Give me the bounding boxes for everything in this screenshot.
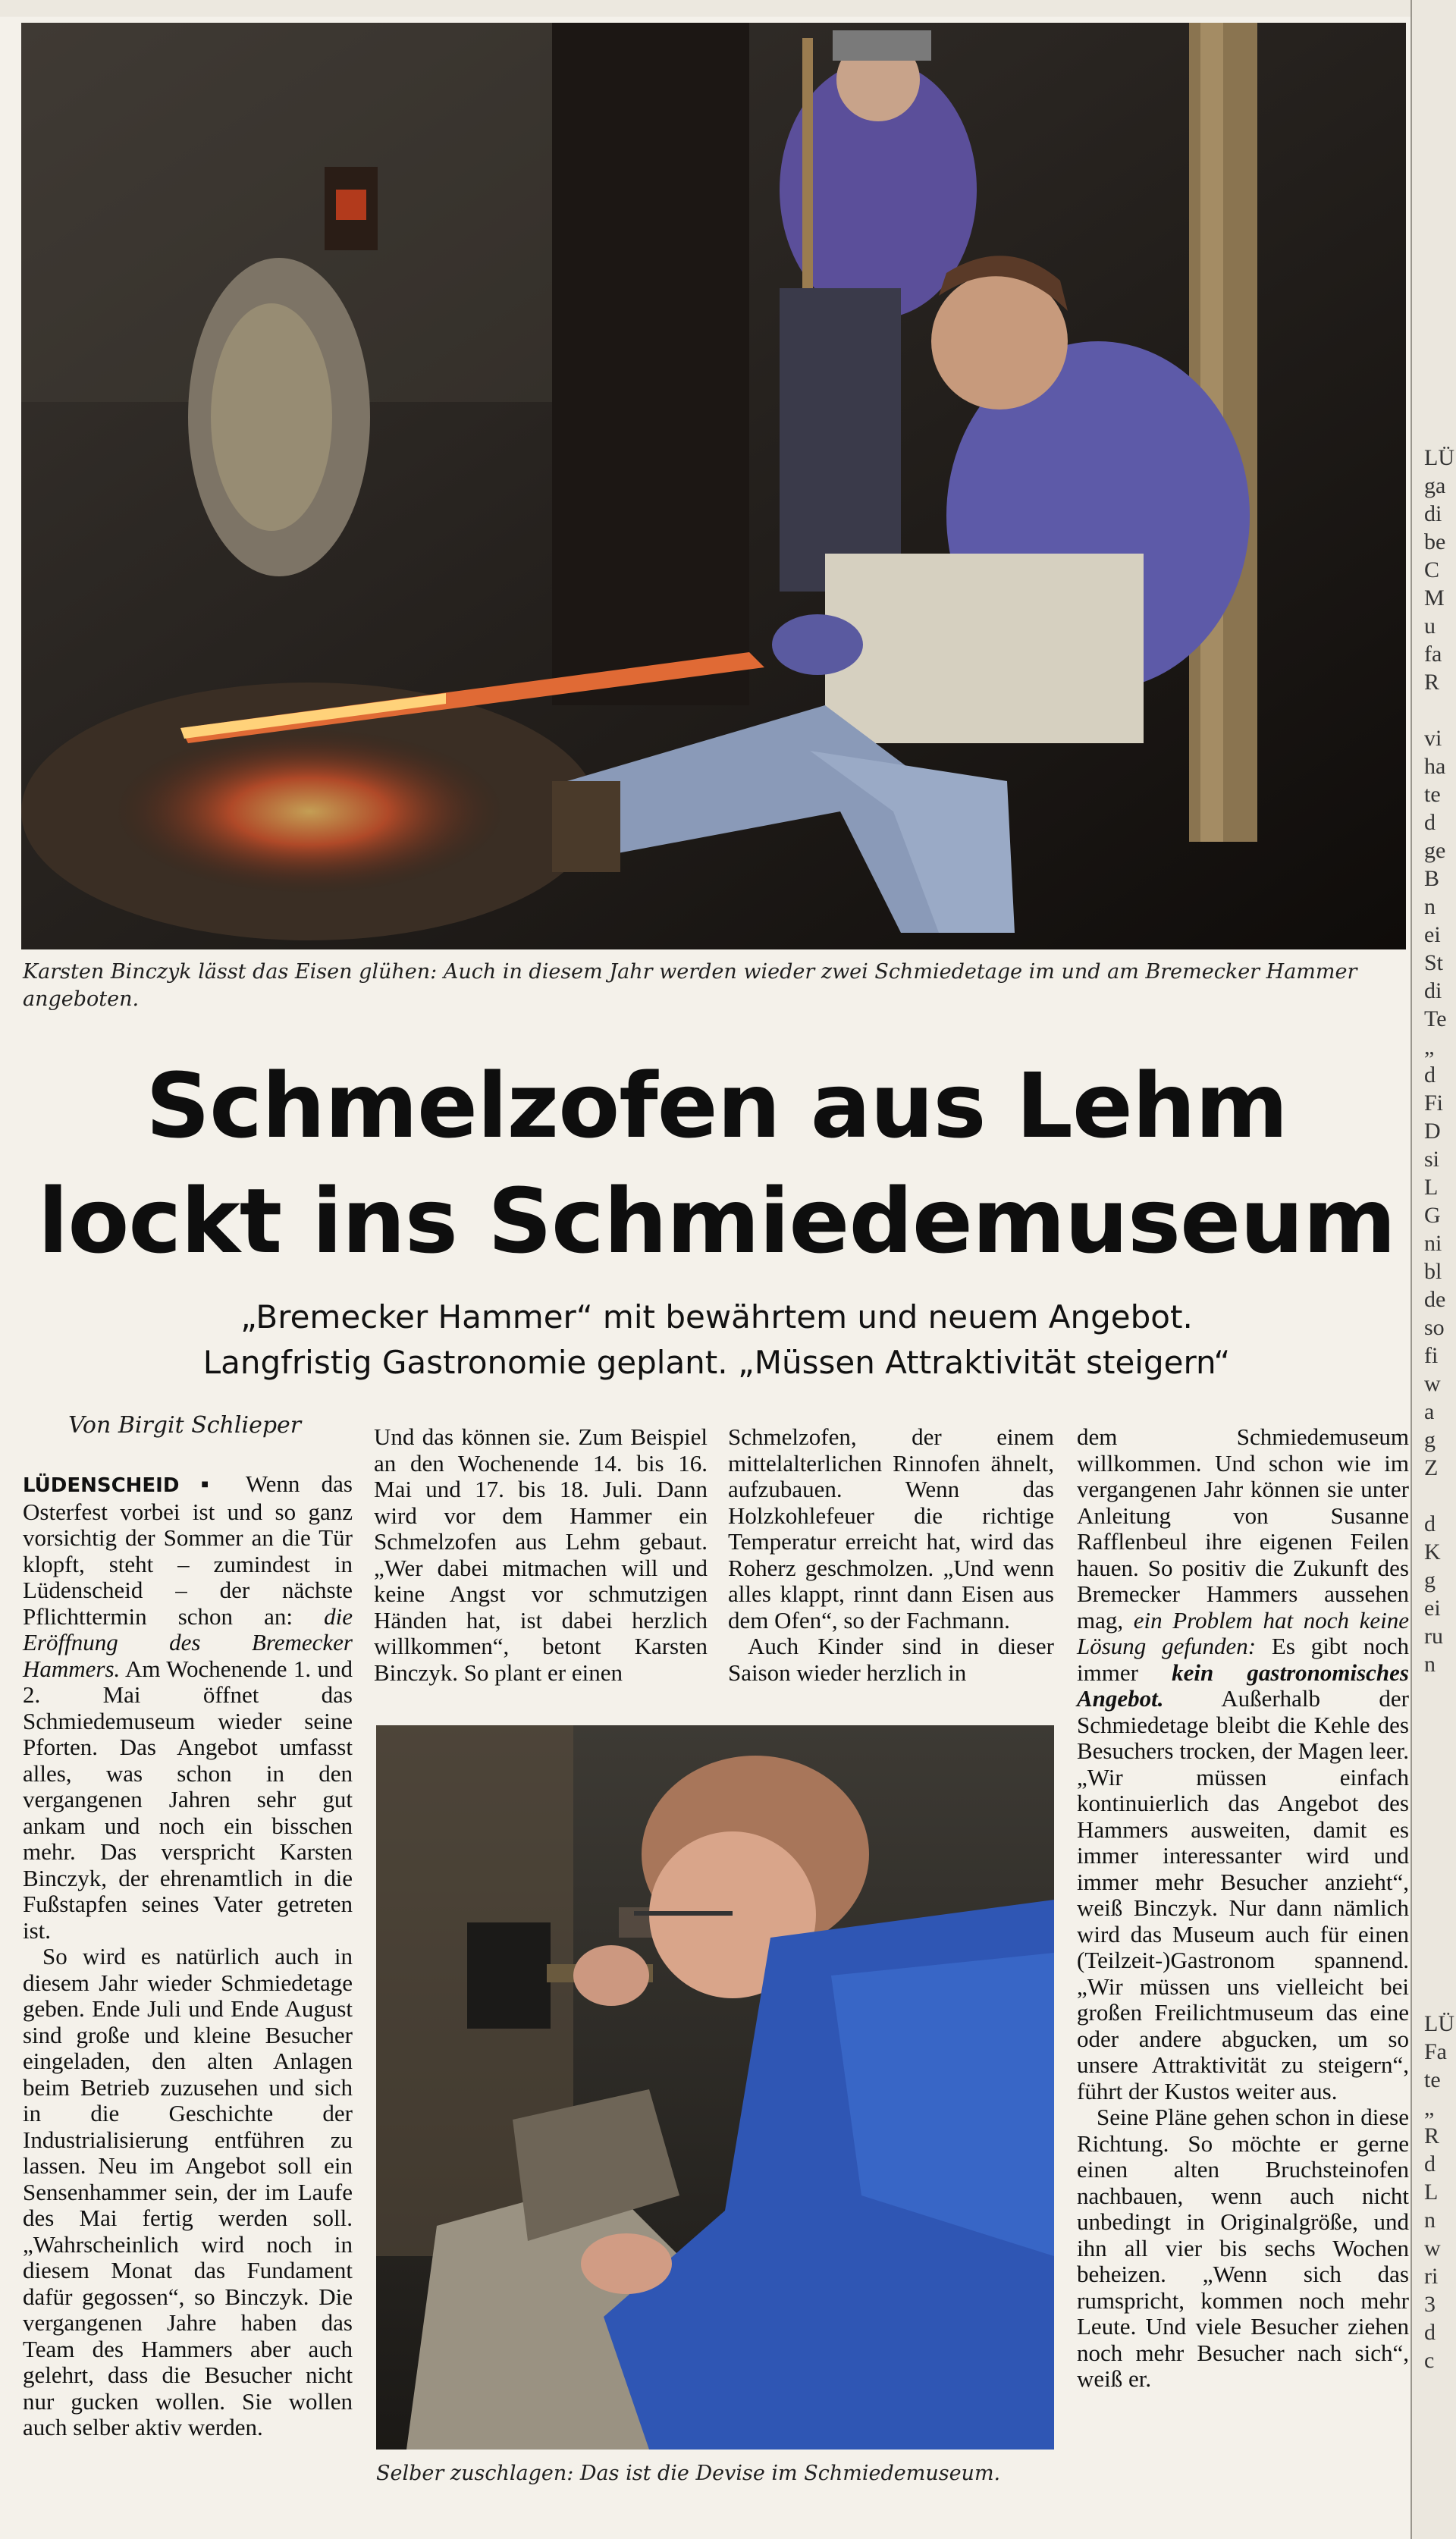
adjacent-text-fragment: n bbox=[1424, 1652, 1436, 1677]
adjacent-text-fragment: ge bbox=[1424, 838, 1446, 863]
adjacent-text-fragment: ru bbox=[1424, 1624, 1443, 1649]
adjacent-text-fragment: ri bbox=[1424, 2264, 1439, 2289]
article-paragraph: So wird es natürlich auch in diesem Jahr wieder Schmiedetage geben. Ende Juli und Ende August sind große und kleine Besucher eingeladen, den alten Anlagen beim Betrieb zuzusehen und sich in die Geschichte der Industrialisierung entführen zu lassen. Neu im Angebot soll ein Sensenhammer sein, der im Laufe des Mai fertig werden soll. „Wahrscheinlich wird noch in diesem Monat das Fundament dafür gegossen“, so Binczyk. Die vergangenen Jahre haben das Team des Hammers aber auch gelehrt, dass die Besucher nicht nur gucken wollen. Sie wollen auch selber aktiv werden. bbox=[23, 1943, 353, 2440]
adjacent-text-fragment: 3 bbox=[1424, 2292, 1436, 2317]
adjacent-column-fragment-1 bbox=[1424, 444, 1454, 1678]
adjacent-text-fragment: vi bbox=[1424, 726, 1442, 751]
adjacent-text-fragment: di bbox=[1424, 501, 1442, 526]
adjacent-text-fragment: L bbox=[1424, 2180, 1439, 2205]
article-paragraph: Seine Pläne gehen schon in diese Richtung. So möchte er gerne einen alten Bruchsteinofen nachbauen, wenn auch nicht unbedingt in Originalgröße, und ihn all vier bis sechs Wochen beheizen. „Wenn sich das rumspricht, kommen noch mehr Leute. Und viele Besucher ziehen noch mehr Besucher nach sich“, weiß er. bbox=[1077, 2104, 1409, 2392]
adjacent-text-fragment: ei bbox=[1424, 922, 1441, 947]
adjacent-text-fragment: C bbox=[1424, 557, 1440, 582]
paragraph-text: Außerhalb der Schmiedetage bleibt die Kehle des Besuchers trocken, der Magen leer. „Wir müssen einfach kontinuierlich das Angebot des Hammers ausweiten, damit es immer interessanter wird und immer mehr Besucher anzieht“, weiß Binczyk. Nur dann nämlich wird das Museum auch für einen (Teilzeit-)Gastronom spannend. „Wir müssen uns vielleicht bei großen Freilichtmuseum das eine oder andere abgucken, um so unsere Attraktivität zu steigern“, führt der Kustos weiter aus. bbox=[1077, 1685, 1409, 2104]
adjacent-text-fragment: d bbox=[1424, 810, 1436, 835]
adjacent-text-fragment: ha bbox=[1424, 754, 1446, 779]
page-top-edge bbox=[0, 0, 1456, 17]
adjacent-text-fragment: be bbox=[1424, 529, 1446, 554]
subheadline-line2: Langfristig Gastronomie geplant. „Müssen Attraktivität steigern“ bbox=[202, 1344, 1231, 1381]
adjacent-text-fragment: d bbox=[1424, 1511, 1436, 1536]
adjacent-text-fragment: c bbox=[1424, 2348, 1435, 2373]
adjacent-text-fragment: d bbox=[1424, 1062, 1436, 1087]
article-column-1 bbox=[23, 1471, 353, 2441]
byline: Von Birgit Schlieper bbox=[68, 1412, 302, 1439]
adjacent-text-fragment: te bbox=[1424, 782, 1441, 807]
adjacent-text-fragment: g bbox=[1424, 1568, 1436, 1593]
paragraph-text: Am Wochenende 1. und 2. Mai öffnet das Schmiedemuseum wieder seine Pforten. Das Angebot umfasst alles, was schon in den vergangenen Jahren sehr gut ankam und noch ein bisschen mehr. Das verspricht Karsten Binczyk, der ehrenamtlich in die Fußstapfen seines Vater getreten ist. bbox=[23, 1655, 353, 1944]
article-paragraph: Schmelzofen, der einem mittelalterlichen Rinnofen ähnelt, aufzubauen. Wenn das Holzkohlefeuer die richtige Temperatur erreicht hat, wird das Roherz geschmolzen. „Und wenn alles klappt, rinnt dann Eisen aus dem Ofen“, so der Fachmann. bbox=[728, 1423, 1054, 1634]
adjacent-text-fragment: d bbox=[1424, 2151, 1436, 2177]
adjacent-text-fragment: ni bbox=[1424, 1231, 1442, 1256]
emphasis-text: die Eröffnung des Bremecker Hammers. bbox=[23, 1602, 353, 1682]
adjacent-text-fragment: L bbox=[1424, 1175, 1439, 1200]
photo-hammering bbox=[376, 1725, 1054, 2450]
article-column-4 bbox=[1077, 1424, 1409, 2393]
adjacent-text-fragment: R bbox=[1424, 2123, 1440, 2148]
emphasis-text: ein Problem hat noch keine Lösung gefunden: bbox=[1077, 1606, 1409, 1659]
adjacent-text-fragment: so bbox=[1424, 1315, 1445, 1340]
adjacent-text-fragment: g bbox=[1424, 1427, 1436, 1452]
adjacent-text-fragment: di bbox=[1424, 978, 1442, 1003]
adjacent-text-fragment: LÜ bbox=[1424, 445, 1454, 470]
article-column-3 bbox=[728, 1424, 1054, 1686]
adjacent-text-fragment: w bbox=[1424, 2236, 1441, 2261]
headline-line1: Schmelzofen aus Lehm bbox=[146, 1053, 1288, 1158]
adjacent-text-fragment: ga bbox=[1424, 473, 1446, 498]
article-column-2 bbox=[374, 1424, 708, 1686]
photo-forge bbox=[21, 23, 1406, 949]
adjacent-text-fragment: fi bbox=[1424, 1343, 1439, 1368]
article-paragraph bbox=[1077, 1424, 1409, 2104]
adjacent-text-fragment: St bbox=[1424, 950, 1444, 975]
adjacent-column-fragment-2 bbox=[1424, 2010, 1454, 2374]
adjacent-text-fragment: LÜ bbox=[1424, 2011, 1454, 2036]
emphasis-text: kein gastronomisches Angebot. bbox=[1077, 1659, 1409, 1712]
adjacent-text-fragment bbox=[1424, 1482, 1454, 1510]
adjacent-text-fragment: R bbox=[1424, 670, 1440, 695]
adjacent-text-fragment: Z bbox=[1424, 1455, 1439, 1480]
adjacent-text-fragment: si bbox=[1424, 1147, 1440, 1172]
adjacent-text-fragment: n bbox=[1424, 894, 1436, 919]
adjacent-text-fragment: d bbox=[1424, 2320, 1436, 2345]
article-paragraph: Auch Kinder sind in dieser Saison wieder herzlich in bbox=[728, 1633, 1054, 1686]
adjacent-text-fragment: K bbox=[1424, 1539, 1441, 1565]
adjacent-text-fragment: fa bbox=[1424, 642, 1442, 667]
headline-line2: lockt ins Schmiedemuseum bbox=[37, 1169, 1396, 1273]
adjacent-text-fragment: „ bbox=[1424, 1034, 1435, 1059]
article-paragraph bbox=[23, 1471, 353, 1944]
adjacent-text-fragment: D bbox=[1424, 1119, 1441, 1144]
adjacent-text-fragment: u bbox=[1424, 614, 1436, 639]
adjacent-text-fragment: Te bbox=[1424, 1006, 1447, 1031]
paragraph-text: Es gibt noch immer bbox=[1077, 1633, 1409, 1686]
adjacent-text-fragment: bl bbox=[1424, 1259, 1442, 1284]
adjacent-text-fragment: te bbox=[1424, 2067, 1441, 2092]
adjacent-text-fragment: a bbox=[1424, 1399, 1435, 1424]
adjacent-text-fragment: „ bbox=[1424, 2095, 1435, 2120]
dateline: LÜDENSCHEID bbox=[23, 1474, 180, 1497]
adjacent-text-fragment: ei bbox=[1424, 1596, 1441, 1621]
adjacent-text-fragment: M bbox=[1424, 585, 1445, 610]
paragraph-text: dem Schmiedemuseum willkommen. Und schon wie im vergangenen Jahr können sie unter Anleitung von Susanne Rafflenbeul ihre eigenen Feilen hauen. So positiv die Zukunft des Bremecker Hammers aussehen mag, bbox=[1077, 1423, 1409, 1634]
adjacent-text-fragment: n bbox=[1424, 2208, 1436, 2233]
adjacent-text-fragment: Fa bbox=[1424, 2039, 1447, 2064]
adjacent-text-fragment: G bbox=[1424, 1203, 1441, 1228]
adjacent-text-fragment: de bbox=[1424, 1287, 1446, 1312]
adjacent-text-fragment: w bbox=[1424, 1371, 1441, 1396]
photo-hammering-caption: Selber zuschlagen: Das ist die Devise im Schmiedemuseum. bbox=[376, 2462, 1001, 2485]
paragraph-text: Wenn das Osterfest vorbei ist und so ganz vorsichtig der Sommer an die Tür klopft, steht – zumindest in Lüdenscheid – der nächste Pflichttermin schon an: bbox=[23, 1470, 353, 1630]
adjacent-text-fragment: B bbox=[1424, 866, 1440, 891]
article-paragraph: Und das können sie. Zum Beispiel an den Wochenende 14. bis 16. Mai und 17. bis 18. Juli. Dann wird vor dem Hammer ein Schmelzofen aus Lehm gebaut. „Wer dabei mitmachen will und keine Angst vor schmutzigen Händen hat, ist dabei herzlich willkommen“, betont Karsten Binczyk. So plant er einen bbox=[374, 1423, 708, 1686]
photo-forge-caption: Karsten Binczyk lässt das Eisen glühen: Auch in diesem Jahr werden wieder zwei Schmiedetage im und am Bremecker Hammer angeboten. bbox=[23, 960, 1357, 1011]
adjacent-text-fragment bbox=[1424, 696, 1454, 724]
subheadline-line1: „Bremecker Hammer“ mit bewährtem und neuem Angebot. bbox=[240, 1298, 1193, 1335]
dateline-marker: ▪ bbox=[200, 1470, 246, 1497]
adjacent-text-fragment: Fi bbox=[1424, 1091, 1444, 1116]
